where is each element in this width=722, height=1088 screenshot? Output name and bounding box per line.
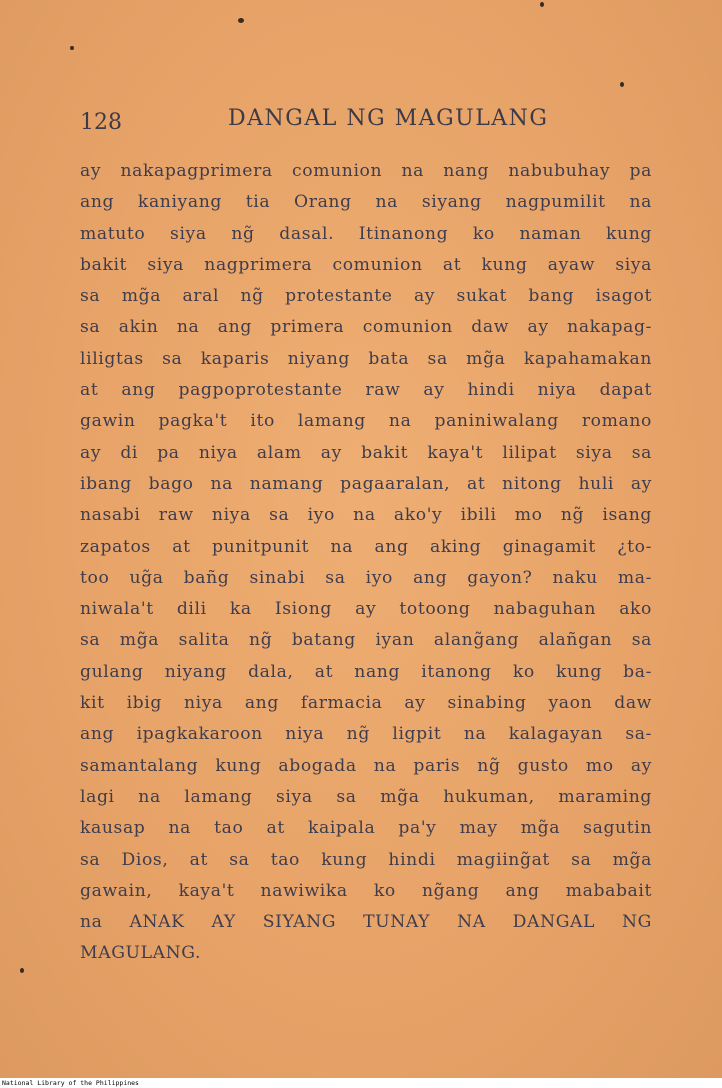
text-line: zapatos at punitpunit na ang aking ginagamit ¿to- — [80, 536, 652, 557]
text-line: ay nakapagprimera comunion na nang nabubuhay pa — [80, 161, 652, 181]
text-line: gawain, kaya't nawiwika ko ng̃ang ang mababait — [80, 880, 652, 901]
page-header — [80, 106, 640, 138]
text-line: MAGULANG. — [80, 943, 202, 964]
text-line: kit ibig niya ang farmacia ay sinabing yaon daw — [80, 693, 652, 714]
text-line: lagi na lamang siya sa mg̃a hukuman, maraming — [80, 786, 652, 807]
text-line: sa akin na ang primera comunion daw ay nakapag- — [80, 317, 652, 338]
text-line: niwala't dili ka Isiong ay totoong nabaguhan ako — [80, 599, 652, 620]
ink-speck — [238, 18, 244, 23]
text-line: too ug̃a bañg sinabi sa iyo ang gayon? naku ma- — [80, 567, 652, 588]
text-line: sa Dios, at sa tao kung hindi magiing̃at sa mg̃a — [80, 849, 652, 870]
text-line: kausap na tao at kaipala pa'y may mg̃a sagutin — [80, 818, 652, 839]
ink-speck — [540, 2, 544, 7]
page-number: 128 — [80, 110, 122, 135]
running-title: DANGAL NG MAGULANG — [228, 106, 549, 131]
library-watermark: National Library of the Philippines — [2, 1079, 139, 1087]
text-line: sa mg̃a aral ng̃ protestante ay sukat bang isagot — [80, 286, 652, 307]
text-line: ang ipagkakaroon niya ng̃ ligpit na kalagayan sa- — [80, 724, 652, 745]
text-line: nasabi raw niya sa iyo na ako'y ibili mo ng̃ isang — [80, 505, 652, 526]
text-line: ibang bago na namang pagaaralan, at nitong huli ay — [80, 473, 652, 494]
text-line: gawin pagka't ito lamang na paniniwalang romano — [80, 411, 652, 432]
text-line: at ang pagpoprotestante raw ay hindi niya dapat — [80, 380, 652, 401]
text-line: na ANAK AY SIYANG TUNAY NA DANGAL NG — [80, 912, 652, 933]
text-line: gulang niyang dala, at nang itanong ko kung ba- — [80, 661, 652, 682]
text-line: ay di pa niya alam ay bakit kaya't lilipat siya sa — [80, 442, 652, 463]
ink-speck — [20, 968, 24, 973]
text-line: matuto siya ng̃ dasal. Itinanong ko naman kung — [80, 223, 652, 244]
body-text — [80, 156, 652, 970]
ink-speck — [620, 82, 624, 87]
text-line: ang kaniyang tia Orang na siyang nagpumilit na — [80, 192, 652, 213]
ink-speck — [70, 46, 74, 50]
text-line: sa mg̃a salita ng̃ batang iyan alang̃ang alañgan sa — [80, 630, 652, 651]
text-line: samantalang kung abogada na paris ng̃ gusto mo ay — [80, 755, 652, 776]
text-line: bakit siya nagprimera comunion at kung ayaw siya — [80, 254, 652, 275]
text-line: liligtas sa kaparis niyang bata sa mg̃a kapahamakan — [80, 348, 652, 369]
